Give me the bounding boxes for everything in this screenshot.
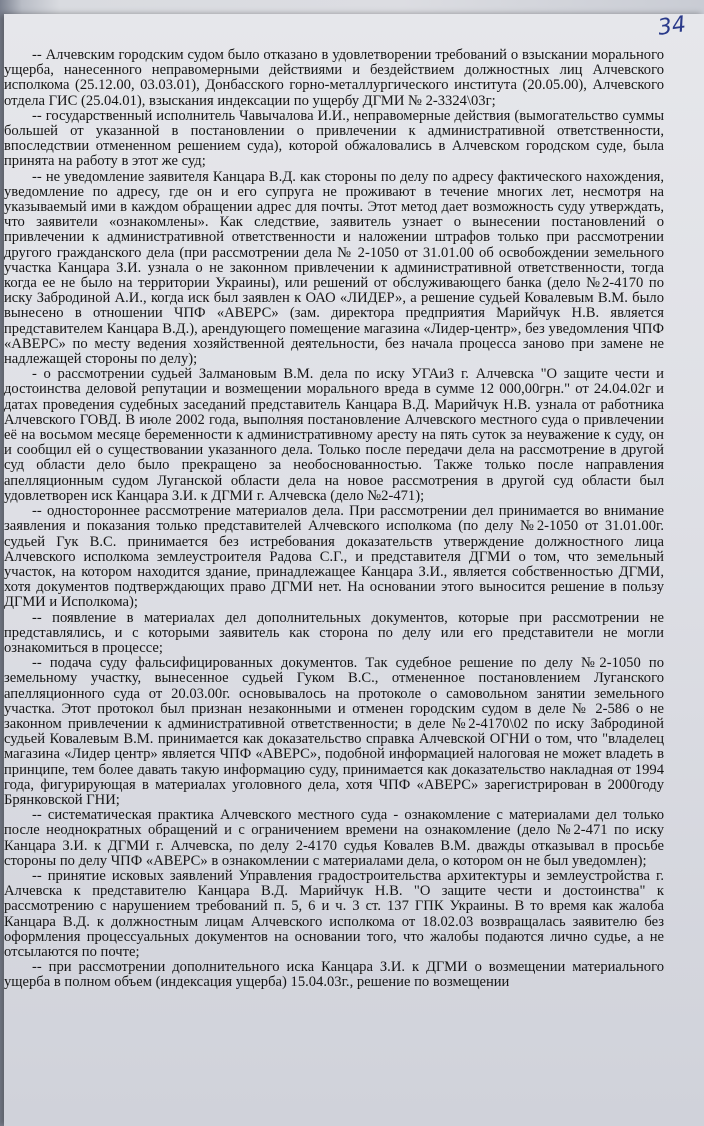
page-number: 34 bbox=[656, 12, 688, 41]
document-body bbox=[4, 48, 664, 991]
paragraph: -- при рассмотрении дополнительного иска Канцара З.И. к ДГМИ о возмещении материального ущерба в полном объем (индексация ущерба) 15.04.03г., решение по возмещении bbox=[4, 959, 664, 991]
paragraph: -- подача суду фальсифицированных документов. Так судебное решение по делу №2-1050 по земельному участку, вынесенное судьей Гуком В.С., отмененное постановлением Луганского апелляционного суда от 20.03.00г. основывалось на протоколе о самовольном занятии земельного участка. Этот протокол был признан незаконными и отменен городским судом в деле № 2-586 о не законном привлечении к административной ответственности; в деле №2-4170\02 по иску Забродиной судьей Ковалевым В.М. принимается как доказательство справка Алчевской ОГНИ о том, что "владелец магазина «Лидер центр» является ЧПФ «АВЕРС», подобной информацией налоговая не может владеть в принципе, тем более давать такую информацию суду, принимается как доказательство накладная от 1994 года, фигурирующая в материалах уголовного дела, хотя ЧПФ «АВЕРС» зарегистрирован в 2000году Брянковской ГНИ; bbox=[4, 655, 664, 808]
paragraph: -- систематическая практика Алчевского местного суда - ознакомление с материалами дел только после неоднократных обращений и с ограничением времени на ознакомление (дело №2-471 по иску Канцара З.И. к ДГМИ г. Алчевска, по делу 2-4170 судья Ковалев В.М. дважды отказывал в просьбе стороны по делу ЧПФ «АВЕРС» в ознакомлении с материалами дела, о котором он не был уведомлен); bbox=[4, 807, 664, 869]
paragraph: -- принятие исковых заявлений Управления градостроительства архитектуры и землеустройства г. Алчевска к представителю Канцара В.Д. Марийчук Н.В. "О защите чести и достоинства" к рассмотрению с нарушением требований п. 5, 6 и ч. 3 ст. 137 ГПК Украины. В то время как жалоба Канцара В.Д. к должностным лицам Алчевского исполкома от 18.02.03 возвращалась заявителю без оформления процессуальных документов на основании того, что жалобы подаются лично судье, а не отсылаются по почте; bbox=[4, 867, 664, 960]
paragraph: -- государственный исполнитель Чавычалова И.И., неправомерные действия (вымогательство суммы большей от указанной в постановлении о привлечении к административной ответственности, впоследствии отмененном решением суда), которой обжаловались в Алчевском городском суде, была принята на работу в этот же суд; bbox=[4, 107, 664, 170]
paragraph: - о рассмотрении судьей Залмановым В.М. дела по иску УГАиЗ г. Алчевска "О защите чести и достоинства деловой репутации и возмещении морального вреда в сумме 12 000,00грн." от 24.04.02г и датах проведения судебных заседаний представитель Канцара В.Д. Марийчук Н.В. узнала от работника Алчевского ГОВД. В июле 2002 года, выполняя постановление Алчевского местного суда о привлечении её на восьмом месяце беременности к административному аресту на пять суток за неуважение к суду, он и сообщил ей о существовании указанного дела. Только после передачи дела на рассмотрение в другой суд области дело было прекращено за необоснованностью. Также только после направления апелляционным судом Луганской области дела на новое рассмотрения в другой суд области был удовлетворен иск Канцара З.И. к ДГМИ г. Алчевска (дело №2-471); bbox=[4, 366, 664, 504]
paragraph: -- одностороннее рассмотрение материалов дела. При рассмотрении дел принимается во внимание заявления и показания только представителей Алчевского исполкома (по делу №2-1050 от 31.01.00г. судьей Гук В.С. принимается без истребования доказательств утверждение должностного лица Алчевского исполкома землеустроителя Радова С.Г., и представителя ДГМИ о том, что земельный участок, на котором находится здание, принадлежащее Канцара З.И., является собственностью ДГМИ, хотя документов подтверждающих право ДГМИ нет. На основании этого выносится решение в пользу ДГМИ и Исполкома); bbox=[4, 503, 664, 611]
document-page bbox=[4, 14, 704, 1126]
paragraph: -- появление в материалах дел дополнительных документов, которые при рассмотрении не представлялись, и с которыми заявитель как сторона по делу или его представители не могли ознакомиться в процессе; bbox=[4, 609, 664, 656]
paragraph: -- не уведомление заявителя Канцара В.Д. как стороны по делу по адресу фактического нахождения, уведомление по адресу, где он и его супруга не проживают в течение многих лет, несмотря на указываемый ими в каждом обращении адрес для почты. Этот метод дает возможность суду утверждать, что заявители «ознакомлены». Как следствие, заявитель узнает о вынесении постановлений о привлечении к административной ответственности и наложении штрафов только при рассмотрении другого гражданского дела (при рассмотрении дела № 2-1050 от 31.01.00 об освобождении земельного участка Канцара З.И. узнала о не законном привлечении к административной ответственности, тогда когда ее не было на территории Украины), или решений от обслуживающего банка (дело №2-4170 по иску Забродиной А.И., когда иск был заявлен к ОАО «ЛИДЕР», а решение судьей Ковалевым В.М. было вынесено в отношении ЧПФ «АВЕРС» (зам. директора предприятия Марийчук Н.В. является представителем Канцара В.Д.), арендующего помещение магазина «Лидер-центр», без уведомления ЧПФ «АВЕРС» по месту ведения хозяйственной деятельности, без начала процесса заново при замене не надлежащей стороны по делу); bbox=[4, 168, 664, 368]
paragraph: -- Алчевским городским судом было отказано в удовлетворении требований о взыскании морального ущерба, нанесенного неправомерными действиями и бездействием должностных лиц Алчевского исполкома (25.12.00, 03.03.01), Донбасского горно-металлургического института (20.05.00), Алчевского отдела ГИС (25.04.01), взыскания индексации по ущербу ДГМИ № 2-3324\03г; bbox=[4, 47, 664, 109]
